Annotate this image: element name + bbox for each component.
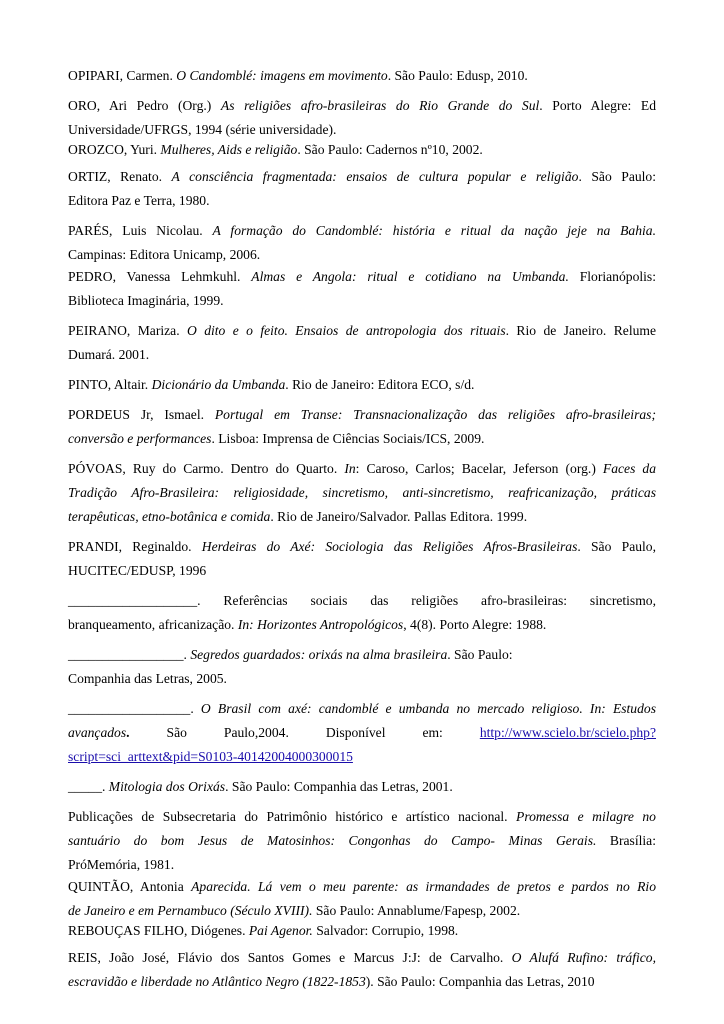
ref-publisher: . Rio de Janeiro. Relume <box>505 323 656 338</box>
ref-title-continuation: terapêuticas, etno-botânica e comida <box>68 509 271 524</box>
ref-author: Publicações de Subsecretaria do Patrimônio histórico e artístico nacional. <box>68 809 517 824</box>
reference-entry <box>68 94 656 142</box>
reference-entry <box>68 319 656 367</box>
reference-entry <box>68 805 656 877</box>
reference-entry <box>68 697 656 769</box>
ref-publisher: , 4(8). Porto Alegre: 1988. <box>403 617 547 632</box>
ref-journal: avançados <box>68 725 127 740</box>
ref-publisher: . São Paulo: <box>447 647 513 662</box>
ref-continuation: Biblioteca Imaginária, 1999. <box>68 293 224 308</box>
reference-entry <box>68 589 656 637</box>
ref-title: Almas e Angola: ritual e cotidiano na Umbanda. <box>251 269 569 284</box>
ref-publisher: . São Paulo: Edusp, 2010. <box>387 68 528 83</box>
ref-title-continuation: escravidão e liberdade no Atlântico Negro (1822-1853 <box>68 974 366 989</box>
ref-title: Herdeiras do Axé: Sociologia das Religiões Afros-Brasileiras <box>201 539 578 554</box>
ref-publisher: Florianópolis: <box>568 269 656 284</box>
ref-url-link[interactable]: http://www.scielo.br/scielo.php? <box>479 725 656 740</box>
reference-entry <box>68 946 656 994</box>
ref-author: PEIRANO, Mariza. <box>68 323 187 338</box>
ref-publisher: . Porto Alegre: Ed <box>539 98 657 113</box>
ref-continuation: HUCITEC/EDUSP, 1996 <box>68 563 207 578</box>
reference-entry <box>68 921 656 940</box>
ref-title: O dito e o feito. Ensaios de antropologia dos rituais <box>186 323 506 338</box>
ref-title: ___________________. Referências sociais das religiões afro-brasileiras: sincretismo, <box>68 593 656 608</box>
reference-entry <box>68 219 656 267</box>
ref-title: As religiões afro-brasileiras do Rio Grande do Sul <box>220 98 540 113</box>
ref-author: ORTIZ, Renato. <box>68 169 172 184</box>
ref-author: QUINTÃO, Antonia <box>68 879 192 894</box>
ref-title-continuation: Tradição Afro-Brasileira: religiosidade, sincretismo, anti-sincretismo, reafricanização, práticas <box>68 485 656 500</box>
ref-author: PINTO, Altair. <box>68 377 152 392</box>
reference-entry <box>68 265 656 313</box>
ref-in-marker: In <box>344 461 356 476</box>
ref-journal: In: Horizontes Antropológicos <box>237 617 404 632</box>
ref-title: Mitologia dos Orixás <box>108 779 226 794</box>
ref-author: _________________. <box>68 647 191 662</box>
ref-author: PRANDI, Reginaldo. <box>68 539 202 554</box>
reference-entry <box>68 643 656 691</box>
ref-publisher: São Paulo: Annablume/Fapesp, 2002. <box>312 903 521 918</box>
ref-title: Faces da <box>602 461 657 476</box>
ref-punct: . <box>126 725 130 740</box>
ref-continuation: PróMemória, 1981. <box>68 857 175 872</box>
ref-continuation: Campinas: Editora Unicamp, 2006. <box>68 247 261 262</box>
ref-publisher: Salvador: Corrupio, 1998. <box>312 923 459 938</box>
ref-title: Pai Agenor. <box>248 923 313 938</box>
ref-publisher: . São Paulo: <box>578 169 657 184</box>
ref-title-continuation: de Janeiro e em Pernambuco (Século XVIII). <box>68 903 313 918</box>
ref-publisher: ). São Paulo: Companhia das Letras, 2010 <box>365 974 595 989</box>
ref-title: Mulheres, Aids e religião <box>160 142 298 157</box>
reference-entry <box>68 775 656 799</box>
ref-author: PARÉS, Luis Nicolau. <box>68 223 213 238</box>
ref-author: ORO, Ari Pedro (Org.) <box>68 98 221 113</box>
reference-entry <box>68 165 656 213</box>
reference-entry <box>68 535 656 583</box>
reference-entry <box>68 373 656 397</box>
ref-publisher: . São Paulo: Companhia das Letras, 2001. <box>225 779 453 794</box>
reference-entry <box>68 457 656 529</box>
ref-title: Portugal em Transe: Transnacionalização das religiões afro-brasileiras; <box>214 407 656 422</box>
ref-title-continuation: santuário do bom Jesus de Matosinhos: Congonhas do Campo- Minas Gerais. <box>68 833 597 848</box>
ref-publisher: . São Paulo: Cadernos nº10, 2002. <box>297 142 483 157</box>
reference-entry <box>68 64 656 88</box>
ref-continuation: Editora Paz e Terra, 1980. <box>68 193 210 208</box>
ref-title: Segredos guardados: orixás na alma brasileira <box>190 647 448 662</box>
ref-author: PORDEUS Jr, Ismael. <box>68 407 215 422</box>
ref-url-link-continuation[interactable]: script=sci_arttext&pid=S0103-40142004000300015 <box>68 749 353 764</box>
ref-title-continuation: conversão e performances <box>68 431 212 446</box>
ref-title: O Candomblé: imagens em movimento <box>176 68 388 83</box>
ref-continuation: branqueamento, africanização. <box>68 617 238 632</box>
ref-title: Promessa e milagre no <box>516 809 656 824</box>
ref-author: __________________. <box>68 701 201 716</box>
ref-title: A consciência fragmentada: ensaios de cultura popular e religião <box>171 169 579 184</box>
ref-title: Aparecida. Lá vem o meu parente: as irmandades de pretos e pardos no Rio <box>191 879 657 894</box>
ref-publisher: Brasília: <box>596 833 656 848</box>
ref-publisher: . Lisboa: Imprensa de Ciências Sociais/ICS, 2009. <box>211 431 485 446</box>
reference-entry <box>68 403 656 451</box>
reference-entry <box>68 140 656 159</box>
ref-publisher: . Rio de Janeiro: Editora ECO, s/d. <box>285 377 475 392</box>
ref-author: OPIPARI, Carmen. <box>68 68 177 83</box>
ref-title: A formação do Candomblé: história e ritual da nação jeje na Bahia. <box>212 223 656 238</box>
ref-author: REIS, João José, Flávio dos Santos Gomes e Marcus J:J: de Carvalho. <box>68 950 512 965</box>
ref-continuation: Dumará. 2001. <box>68 347 150 362</box>
ref-author: PEDRO, Vanessa Lehmkuhl. <box>68 269 252 284</box>
ref-author: OROZCO, Yuri. <box>68 142 161 157</box>
ref-author: PÓVOAS, Ruy do Carmo. Dentro do Quarto. <box>68 461 345 476</box>
ref-continuation: Universidade/UFRGS, 1994 (série universidade). <box>68 122 337 137</box>
ref-continuation: Companhia das Letras, 2005. <box>68 671 227 686</box>
ref-publisher: . São Paulo, <box>577 539 656 554</box>
ref-title: Dicionário da Umbanda <box>151 377 286 392</box>
ref-publisher: São Paulo,2004. Disponível em: <box>129 725 480 740</box>
reference-entry <box>68 875 656 923</box>
ref-title: O Alufá Rufino: tráfico, <box>511 950 657 965</box>
ref-title: O Brasil com axé: candomblé e umbanda no mercado religioso. In: Estudos <box>200 701 656 716</box>
ref-author: REBOUÇAS FILHO, Diógenes. <box>68 923 249 938</box>
ref-editors: : Caroso, Carlos; Bacelar, Jeferson (org.) <box>355 461 603 476</box>
ref-author: _____. <box>68 779 109 794</box>
ref-publisher: . Rio de Janeiro/Salvador. Pallas Editora. 1999. <box>270 509 528 524</box>
bibliography-list <box>68 64 656 1000</box>
